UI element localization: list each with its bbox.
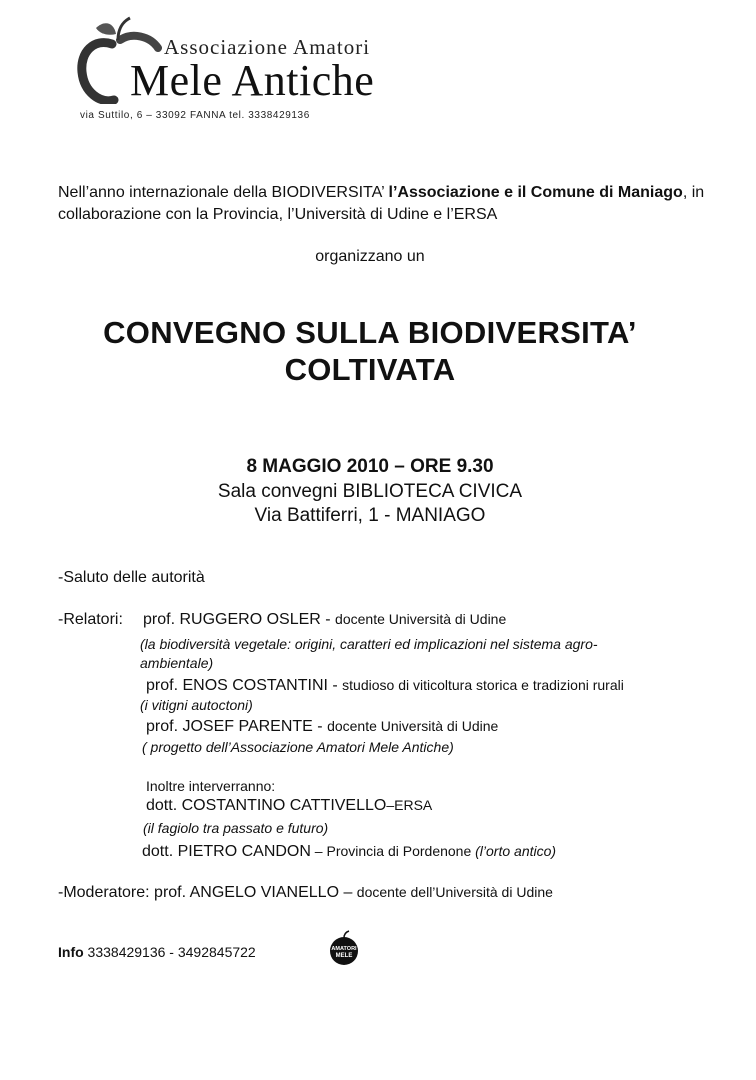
other-speaker-2 [142,843,556,861]
logo-association-name: Associazione Amatori [164,35,371,59]
title-line-1: CONVEGNO SULLA BIODIVERSITA’ [103,315,637,350]
speaker-1 [143,611,506,629]
moderatore [58,884,553,902]
speaker-3-topic: ( progetto dell’Associazione Amatori Mele Antiche) [142,739,454,755]
organizzano-text: organizzano un [315,248,425,265]
speaker-role: docente Università di Udine [327,718,499,734]
intro-paragraph [58,182,708,226]
speaker-role: studioso di viticoltura storica e tradizioni rurali [342,677,624,693]
moderatore-role: docente dell’Università di Udine [356,884,553,900]
other-speaker-1-topic: (il fagiolo tra passato e futuro) [143,820,329,836]
info-label: Info [58,944,84,960]
speaker-role: docente Università di Udine [335,611,507,627]
info-phones: 3338429136 - 3492845722 [83,944,256,960]
speaker-name: prof. JOSEF PARENTE - [146,718,328,735]
speaker-3 [146,718,498,736]
event-date: 8 MAGGIO 2010 – ORE 9.30 [246,456,494,477]
program-saluto: -Saluto delle autorità [58,569,205,586]
speaker-topic: (l’orto antico) [475,843,557,859]
inoltre-label: Inoltre interverranno: [146,778,276,794]
svg-text:MELE: MELE [335,953,353,959]
other-speaker-1 [146,797,432,815]
title-line-2: COLTIVATA [284,352,456,387]
intro-bold: l’Associazione e il Comune di Maniago [388,184,683,201]
speaker-name: dott. COSTANTINO CATTIVELLO [146,797,387,814]
apple-stamp-icon [327,930,361,966]
speaker-role: –ERSA [386,797,433,813]
event-venue: Sala convegni BIBLIOTECA CIVICA [217,481,523,502]
address-line: via Suttilo, 6 – 33092 FANNA tel. 3338429136 [80,110,310,121]
info-line [58,944,256,960]
speaker-2 [146,677,624,695]
speaker-role: – Provincia di Pordenone [310,843,476,859]
logo-title: Mele Antiche [130,56,375,105]
speaker-1-topic-cont: ambientale) [140,655,214,671]
speaker-name: prof. ENOS COSTANTINI - [146,677,343,694]
speaker-name: prof. RUGGERO OSLER - [143,611,336,628]
svg-text:AMATORI: AMATORI [331,946,357,952]
moderatore-label: -Moderatore: prof. ANGELO VIANELLO – [58,884,357,901]
intro-text-2: , in collaborazione con la Provincia, l’Università di Udine e l’ERSA [58,184,705,223]
event-address: Via Battiferri, 1 - MANIAGO [254,505,486,526]
speaker-1-topic: (la biodiversità vegetale: origini, caratteri ed implicazioni nel sistema agro- [140,636,598,652]
intro-text-1: Nell’anno internazionale della BIODIVERSITA’ [58,184,389,201]
page-title [0,314,740,388]
speaker-name: dott. PIETRO CANDON [142,843,311,860]
relatori-label: -Relatori: [58,611,123,628]
speaker-2-topic: (i vitigni autoctoni) [140,697,253,713]
